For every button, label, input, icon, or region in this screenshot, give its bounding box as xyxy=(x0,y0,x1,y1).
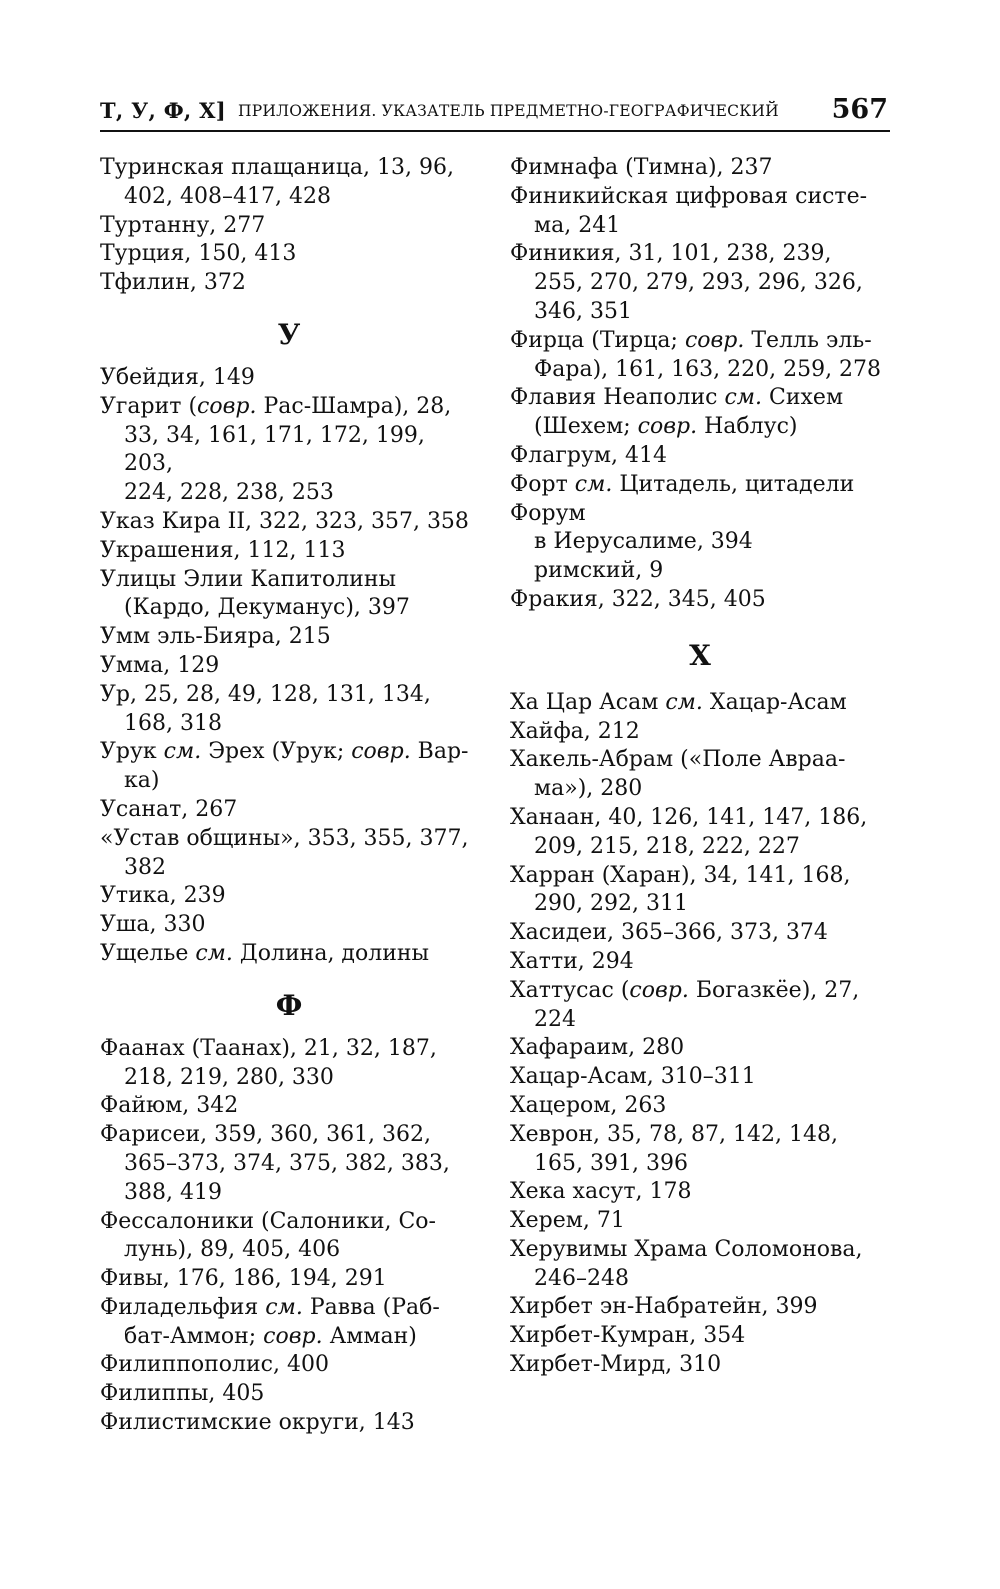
index-entry: Фирца (Тирца; совр. Телль эль- Фара), 161, 163, 220, 259, 278 xyxy=(510,327,882,382)
index-subentry: римский, 9 xyxy=(534,558,664,584)
right-column xyxy=(510,154,890,1380)
index-entry: Ханаан, 40, 126, 141, 147, 186, 209, 215, 218, 222, 227 xyxy=(510,804,868,859)
index-entry: Филадельфия см. Равва (Раб- бат-Аммон; совр. Амман) xyxy=(100,1294,440,1349)
index-entry: Фессалоники (Салоники, Со- лунь), 89, 405, 406 xyxy=(100,1208,436,1263)
index-entry: Филиппы, 405 xyxy=(100,1381,265,1407)
index-entry: Филистимские округи, 143 xyxy=(100,1410,415,1436)
index-entry: Уша, 330 xyxy=(100,912,206,938)
index-entry: Хирбет-Мирд, 310 xyxy=(510,1352,722,1378)
index-entry: Утика, 239 xyxy=(100,883,226,909)
index-entry: Фивы, 176, 186, 194, 291 xyxy=(100,1266,387,1292)
index-entry: Форум xyxy=(510,500,586,526)
header-section-title: ПРИЛОЖЕНИЯ. УКАЗАТЕЛЬ ПРЕДМЕТНО-ГЕОГРАФИЧЕСКИЙ xyxy=(238,102,779,120)
index-entry: Тфилин, 372 xyxy=(100,270,246,296)
index-entry: Хасидеи, 365–366, 373, 374 xyxy=(510,920,828,946)
index-entry: Улицы Элии Капитолины (Кардо, Декуманус), 397 xyxy=(100,566,410,621)
index-entry: Умм эль-Бияра, 215 xyxy=(100,624,331,650)
index-entry: Харран (Харан), 34, 141, 168, 290, 292, 311 xyxy=(510,862,851,917)
index-entry: Хацар-Асам, 310–311 xyxy=(510,1064,756,1090)
index-entry: Хека хасут, 178 xyxy=(510,1179,692,1205)
index-entry: Файюм, 342 xyxy=(100,1093,239,1119)
index-entry: Хафараим, 280 xyxy=(510,1035,685,1061)
index-entry: Форт см. Цитадель, цитадели xyxy=(510,471,855,497)
running-header xyxy=(100,96,890,132)
section-heading-kh: Х xyxy=(689,638,711,672)
index-entry: Финикийская цифровая систе- ма, 241 xyxy=(510,183,868,238)
index-subentry: в Иерусалиме, 394 xyxy=(534,529,753,555)
index-entry: Филиппополис, 400 xyxy=(100,1352,329,1378)
index-entry: Хайфа, 212 xyxy=(510,718,640,744)
index-entry: Фракия, 322, 345, 405 xyxy=(510,586,766,612)
index-entry: Урук см. Эрех (Урук; совр. Вар- ка) xyxy=(100,739,469,794)
index-entry: Усанат, 267 xyxy=(100,796,238,822)
index-entry: Турция, 150, 413 xyxy=(100,241,297,267)
index-entry: Убейдия, 149 xyxy=(100,364,255,390)
index-entry: Хирбет эн-Набратейн, 399 xyxy=(510,1294,818,1320)
left-column xyxy=(100,154,478,1438)
index-entry: Угарит (совр. Рас-Шамра), 28, 33, 34, 161, 171, 172, 199, 203, 224, 228, 238, 253 xyxy=(100,393,452,506)
index-entry: Украшения, 112, 113 xyxy=(100,537,346,563)
index-entry: Хирбет-Кумран, 354 xyxy=(510,1323,746,1349)
section-heading-u: У xyxy=(277,317,301,351)
index-entry: Ур, 25, 28, 49, 128, 131, 134, 168, 318 xyxy=(100,681,431,736)
page-number: 567 xyxy=(831,94,888,125)
index-entry: Флавия Неаполис см. Сихем (Шехем; совр. Наблус) xyxy=(510,385,844,440)
index-entry: Фаанах (Таанах), 21, 32, 187, 218, 219, 280, 330 xyxy=(100,1035,437,1090)
header-letters: Т, У, Ф, Х] xyxy=(100,98,226,123)
index-entry: Флагрум, 414 xyxy=(510,442,667,468)
index-entry: Хатти, 294 xyxy=(510,948,634,974)
index-entry: Хацером, 263 xyxy=(510,1092,667,1118)
index-entry: «Устав общины», 353, 355, 377, 382 xyxy=(100,825,469,880)
index-entry: Финикия, 31, 101, 238, 239, 255, 270, 279, 293, 296, 326, 346, 351 xyxy=(510,241,863,324)
index-entry: Фимнафа (Тимна), 237 xyxy=(510,155,773,180)
index-entry: Хаттусас (совр. Богазкёе), 27, 224 xyxy=(510,977,860,1032)
index-entry: Фарисеи, 359, 360, 361, 362, 365–373, 374, 375, 382, 383, 388, 419 xyxy=(100,1122,450,1205)
section-heading-f: Ф xyxy=(275,988,303,1022)
index-entry: Туртанну, 277 xyxy=(100,212,266,238)
index-entry: Ха Цар Асам см. Хацар-Асам xyxy=(510,689,847,715)
index-entry: Умма, 129 xyxy=(100,652,220,678)
index-entry: Херувимы Храма Соломонова, 246–248 xyxy=(510,1236,863,1291)
index-entry: Херем, 71 xyxy=(510,1208,625,1234)
index-entry: Хеврон, 35, 78, 87, 142, 148, 165, 391, 396 xyxy=(510,1121,838,1176)
index-entry: Ущелье см. Долина, долины xyxy=(100,940,430,966)
index-entry: Хакель-Абрам («Поле Авраа- ма»), 280 xyxy=(510,747,846,802)
index-entry: Туринская плащаница, 13, 96, 402, 408–417, 428 xyxy=(100,155,454,209)
index-entry: Указ Кира II, 322, 323, 357, 358 xyxy=(100,508,469,534)
